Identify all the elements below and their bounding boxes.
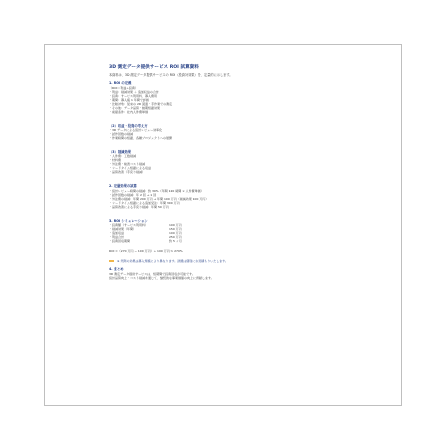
intro-text: 本資料は、3D 測定データ提供サービスの ROI（投資対効果）を、定量的に示します。 <box>109 73 233 77</box>
section-heading: 3. ROI シミュレーション <box>109 218 148 223</box>
section-line: ・その他：データ品質・納期短縮効果 <box>109 105 161 110</box>
simulation-value: 100 万円 <box>169 223 182 228</box>
section-reduction-effects <box>109 150 339 174</box>
section-roi-definition <box>109 81 339 113</box>
section-line: ・リードタイム短縮による収益 <box>109 166 151 171</box>
section-line: ・前提条件：社内人件費単価 <box>109 109 149 114</box>
document-page <box>44 44 402 406</box>
simulation-label: ・投資回収期間 <box>109 239 131 244</box>
simulation-label: ・投資額（サービス利用料） <box>109 223 149 228</box>
document-title: 3D 測定データ提供サービス ROI 試算資料 <box>109 65 199 70</box>
section-line: ・設計レビュー時間の削減：約 30%（年間 120 時間 × 人件費単価） <box>109 188 204 193</box>
simulation-value: 100 万円 <box>169 231 182 236</box>
simulation-label: ・削減効果（年間） <box>109 227 137 232</box>
section-summary <box>109 267 339 279</box>
section-line: ・利益：削減効果 ＋ 追加収益の合計 <box>109 89 159 94</box>
section-roi-simulation <box>109 219 339 243</box>
section-line: ・外注費・検査コスト削減 <box>109 162 146 167</box>
section-line: （ROI＝利益÷投資） <box>109 85 138 90</box>
section-heading: （3）削減効果 <box>109 150 132 155</box>
section-line: ・品質改善（手戻り削減） <box>109 170 146 175</box>
section-heading: （2）収益・投資の考え方 <box>109 123 148 128</box>
summary-line: 設計品質向上・コスト削減を通じて、継続的な事業価値の向上に貢献します。 <box>109 275 214 280</box>
summary-line: 3D 測定データ提供サービスは、短期間で投資回収が可能です。 <box>109 271 195 276</box>
section-line: ・作業時間の短縮、各種プロジェクトへの展開 <box>109 136 172 141</box>
section-line: ・リードタイム短縮による追加受注：年間 300 万円 <box>109 200 180 205</box>
section-line: ・3D データによる設計レビュー効率化 <box>109 128 163 133</box>
section-heading: 1. ROI の定義 <box>109 81 132 86</box>
section-quantitative-effects <box>109 184 339 208</box>
section-heading: 2. 定量効果の試算 <box>109 184 137 189</box>
simulation-label: ・追加収益 <box>109 231 125 236</box>
section-line: ・品質改善による手戻り削減：年間 50 万円 <box>109 204 169 209</box>
section-line: ・試作回数の削減：年 2 回 → 1 回 <box>109 192 157 197</box>
roi-formula: ROI =（270 万円 − 100 万円）÷ 100 万円 ≒ 270% <box>109 249 183 254</box>
note-bullet-icon <box>109 260 114 262</box>
section-line: ・外注費の削減：年間 200 万円 → 年間 100 万円（削減効果 100 万円） <box>109 196 209 201</box>
section-line: ・試作回数の削減 <box>109 132 134 137</box>
simulation-value: 150 万円 <box>169 227 182 232</box>
simulation-value: 250 万円 <box>169 235 182 240</box>
section-line: ・投資：サービス利用料、導入費用 <box>109 93 158 98</box>
simulation-value: 約 5 ヶ月 <box>169 239 182 244</box>
section-line: ・材料費 <box>109 158 122 163</box>
section-line: ・期間：導入後 1 年間で評価 <box>109 97 149 102</box>
document-content <box>109 65 339 280</box>
section-line: ・人件費：工数削減 <box>109 154 137 159</box>
section-revenue-investment <box>109 124 339 140</box>
section-line: ・比較対象：従来の 2D 図面・手作業での測定 <box>109 101 173 106</box>
simulation-label: ・利益合計 <box>109 235 125 240</box>
section-heading: 4. まとめ <box>109 267 124 272</box>
note-text: ※ 実際の効果は導入規模により異なります。詳細は個別にお見積もりいたします。 <box>117 259 228 264</box>
